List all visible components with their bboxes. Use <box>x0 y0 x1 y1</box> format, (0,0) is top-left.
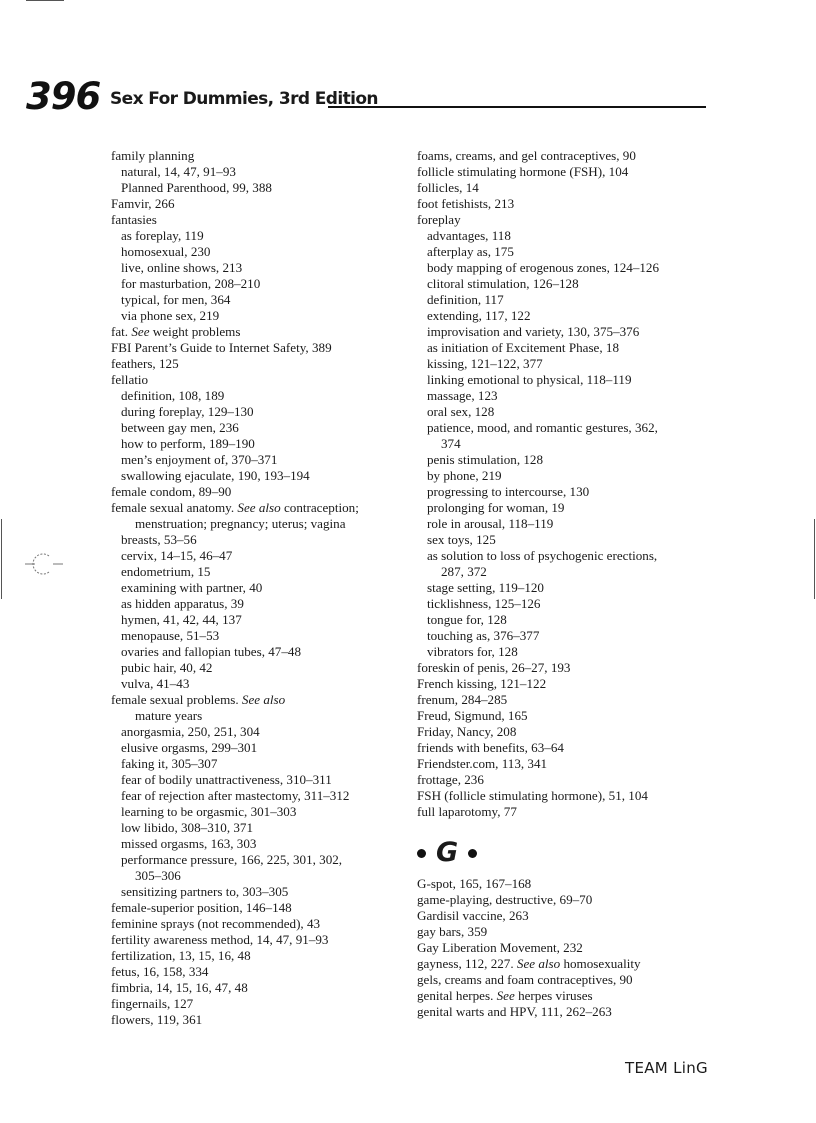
entry-text: foreskin of penis, 26–27, 193 <box>417 660 571 675</box>
index-column-right <box>417 148 715 1020</box>
section-heading <box>417 820 715 876</box>
entry-text: as foreplay, 119 <box>121 228 204 243</box>
index-subentry <box>417 452 715 468</box>
cross-reference-target: herpes viruses <box>514 988 593 1003</box>
index-entry <box>417 724 715 740</box>
entry-text: follicles, 14 <box>417 180 479 195</box>
index-subentry <box>111 884 401 900</box>
entry-text: cervix, 14–15, 46–47 <box>121 548 233 563</box>
entry-text: endometrium, 15 <box>121 564 211 579</box>
cross-reference-target: contraception; <box>280 500 359 515</box>
entry-text: body mapping of erogenous zones, 124–126 <box>427 260 660 275</box>
entry-text: full laparotomy, 77 <box>417 804 517 819</box>
index-subentry <box>417 628 715 644</box>
index-entry <box>111 692 401 708</box>
index-subentry <box>111 788 401 804</box>
entry-text: Gardisil vaccine, 263 <box>417 908 529 923</box>
entry-text: sex toys, 125 <box>427 532 496 547</box>
entry-text: foams, creams, and gel contraceptives, 90 <box>417 148 636 163</box>
index-subentry <box>111 772 401 788</box>
index-entry <box>417 692 715 708</box>
index-subentry <box>111 228 401 244</box>
index-entry <box>111 196 401 212</box>
index-subentry <box>417 484 715 500</box>
index-subentry <box>111 564 401 580</box>
index-subentry <box>111 644 401 660</box>
index-subentry <box>111 244 401 260</box>
index-subentry <box>111 724 401 740</box>
crop-mark-top <box>26 0 64 1</box>
index-entry <box>111 932 401 948</box>
index-subentry <box>417 260 715 276</box>
index-subentry <box>111 532 401 548</box>
index-entry <box>111 948 401 964</box>
index-subentry <box>111 516 401 532</box>
index-subentry <box>111 836 401 852</box>
crop-mark-right <box>814 519 815 599</box>
entry-text: frottage, 236 <box>417 772 484 787</box>
index-subentry <box>111 420 401 436</box>
entry-text: role in arousal, 118–119 <box>427 516 554 531</box>
index-subentry <box>417 292 715 308</box>
entry-text: progressing to intercourse, 130 <box>427 484 590 499</box>
page-number: 396 <box>26 75 101 118</box>
index-subentry <box>111 308 401 324</box>
index-entry <box>417 892 715 908</box>
index-subentry <box>417 276 715 292</box>
entry-text: ticklishness, 125–126 <box>427 596 541 611</box>
entry-text: fat. <box>111 324 132 339</box>
entry-text: swallowing ejaculate, 190, 193–194 <box>121 468 310 483</box>
entry-text: friends with benefits, 63–64 <box>417 740 564 755</box>
index-subentry <box>111 708 401 724</box>
entry-text: prolonging for woman, 19 <box>427 500 565 515</box>
entry-text: French kissing, 121–122 <box>417 676 547 691</box>
entry-text: female sexual anatomy. <box>111 500 238 515</box>
entry-text: homosexual, 230 <box>121 244 211 259</box>
entry-text: mature years <box>135 708 203 723</box>
index-entry <box>111 980 401 996</box>
index-subentry <box>111 676 401 692</box>
index-entry <box>417 940 715 956</box>
entry-text: how to perform, 189–190 <box>121 436 255 451</box>
entry-text: frenum, 284–285 <box>417 692 508 707</box>
index-subentry <box>111 612 401 628</box>
index-entry <box>417 756 715 772</box>
entry-text: missed orgasms, 163, 303 <box>121 836 257 851</box>
entry-text: sensitizing partners to, 303–305 <box>121 884 289 899</box>
entry-text: performance pressure, 166, 225, 301, 302, <box>121 852 343 867</box>
index-subentry <box>417 404 715 420</box>
index-entry <box>417 180 715 196</box>
index-subentry <box>417 340 715 356</box>
entry-text: foot fetishists, 213 <box>417 196 515 211</box>
entry-text: 374 <box>441 436 461 451</box>
entry-text: stage setting, 119–120 <box>427 580 544 595</box>
index-subentry <box>111 292 401 308</box>
entry-text: hymen, 41, 42, 44, 137 <box>121 612 242 627</box>
index-subentry <box>111 548 401 564</box>
entry-text: Gay Liberation Movement, 232 <box>417 940 583 955</box>
index-subentry <box>417 468 715 484</box>
entry-text: touching as, 376–377 <box>427 628 540 643</box>
index-subentry <box>417 500 715 516</box>
cross-reference: See also <box>241 692 286 707</box>
entry-text: fantasies <box>111 212 157 227</box>
entry-text: Freud, Sigmund, 165 <box>417 708 528 723</box>
entry-text: advantages, 118 <box>427 228 511 243</box>
entry-text: female-superior position, 146–148 <box>111 900 292 915</box>
index-subentry <box>111 436 401 452</box>
entry-text: Friday, Nancy, 208 <box>417 724 517 739</box>
entry-text: for masturbation, 208–210 <box>121 276 261 291</box>
entry-text: foreplay <box>417 212 461 227</box>
entry-text: 287, 372 <box>441 564 487 579</box>
entry-text: ovaries and fallopian tubes, 47–48 <box>121 644 301 659</box>
index-subentry <box>111 164 401 180</box>
index-subentry <box>111 452 401 468</box>
bullet-icon <box>417 849 426 858</box>
index-subentry <box>111 868 401 884</box>
index-subentry <box>111 820 401 836</box>
entry-text: follicle stimulating hormone (FSH), 104 <box>417 164 629 179</box>
index-subentry <box>111 660 401 676</box>
index-subentry <box>417 324 715 340</box>
index-entry <box>417 212 715 228</box>
index-entry <box>111 324 401 340</box>
index-subentry <box>417 580 715 596</box>
index-subentry <box>417 516 715 532</box>
entry-text: fimbria, 14, 15, 16, 47, 48 <box>111 980 248 995</box>
entry-text: live, online shows, 213 <box>121 260 243 275</box>
cross-reference-target: homosexuality <box>560 956 641 971</box>
index-subentry <box>417 532 715 548</box>
index-entry <box>417 164 715 180</box>
entry-text: by phone, 219 <box>427 468 502 483</box>
index-subentry <box>111 756 401 772</box>
entry-text: patience, mood, and romantic gestures, 362, <box>427 420 658 435</box>
index-entry <box>417 676 715 692</box>
entry-text: improvisation and variety, 130, 375–376 <box>427 324 640 339</box>
index-entry <box>417 660 715 676</box>
entry-text: FSH (follicle stimulating hormone), 51, 104 <box>417 788 648 803</box>
index-subentry <box>111 580 401 596</box>
index-entry <box>111 340 401 356</box>
index-column-left <box>111 148 401 1028</box>
index-subentry <box>417 612 715 628</box>
index-entry <box>111 484 401 500</box>
entry-text: genital herpes. <box>417 988 497 1003</box>
cross-reference: See <box>131 324 150 339</box>
entry-text: as hidden apparatus, 39 <box>121 596 244 611</box>
index-subentry <box>111 468 401 484</box>
index-entry <box>111 212 401 228</box>
index-entry <box>417 988 715 1004</box>
entry-text: feathers, 125 <box>111 356 179 371</box>
entry-text: as solution to loss of psychogenic erections, <box>427 548 658 563</box>
index-entry <box>111 996 401 1012</box>
entry-text: via phone sex, 219 <box>121 308 220 323</box>
index-entry <box>417 772 715 788</box>
entry-text: family planning <box>111 148 195 163</box>
entry-text: typical, for men, 364 <box>121 292 231 307</box>
index-subentry <box>417 388 715 404</box>
index-entry <box>111 148 401 164</box>
entry-text: elusive orgasms, 299–301 <box>121 740 258 755</box>
entry-text: natural, 14, 47, 91–93 <box>121 164 236 179</box>
index-subentry <box>417 420 715 436</box>
entry-text: tongue for, 128 <box>427 612 507 627</box>
index-subentry <box>111 804 401 820</box>
index-subentry <box>417 244 715 260</box>
entry-text: clitoral stimulation, 126–128 <box>427 276 579 291</box>
index-entry <box>417 196 715 212</box>
entry-text: flowers, 119, 361 <box>111 1012 203 1027</box>
section-letter: G <box>436 837 459 868</box>
entry-text: fear of rejection after mastectomy, 311–312 <box>121 788 350 803</box>
entry-text: fetus, 16, 158, 334 <box>111 964 209 979</box>
entry-text: game-playing, destructive, 69–70 <box>417 892 593 907</box>
entry-text: extending, 117, 122 <box>427 308 531 323</box>
entry-text: fellatio <box>111 372 149 387</box>
entry-text: G-spot, 165, 167–168 <box>417 876 532 891</box>
entry-text: low libido, 308–310, 371 <box>121 820 254 835</box>
index-subentry <box>417 596 715 612</box>
index-subentry <box>417 436 715 452</box>
running-head: Sex For Dummies, 3rd Edition <box>110 89 378 109</box>
entry-text: genital warts and HPV, 111, 262–263 <box>417 1004 612 1019</box>
index-subentry <box>417 644 715 660</box>
index-entry <box>417 788 715 804</box>
entry-text: faking it, 305–307 <box>121 756 218 771</box>
cross-reference: See <box>496 988 515 1003</box>
cross-reference: See also <box>516 956 561 971</box>
entry-text: linking emotional to physical, 118–119 <box>427 372 632 387</box>
index-entry <box>111 356 401 372</box>
index-subentry <box>111 628 401 644</box>
entry-text: anorgasmia, 250, 251, 304 <box>121 724 260 739</box>
index-subentry <box>111 276 401 292</box>
index-entry <box>111 500 401 516</box>
bullet-icon <box>468 849 477 858</box>
index-entry <box>417 876 715 892</box>
index-entry <box>417 148 715 164</box>
entry-text: kissing, 121–122, 377 <box>427 356 543 371</box>
entry-text: afterplay as, 175 <box>427 244 514 259</box>
index-entry <box>111 372 401 388</box>
entry-text: learning to be orgasmic, 301–303 <box>121 804 297 819</box>
index-subentry <box>111 260 401 276</box>
header-rule <box>328 106 706 108</box>
entry-text: Friendster.com, 113, 341 <box>417 756 548 771</box>
index-entry <box>111 1012 401 1028</box>
index-entry <box>417 956 715 972</box>
entry-text: definition, 108, 189 <box>121 388 225 403</box>
index-subentry <box>111 404 401 420</box>
index-subentry <box>417 308 715 324</box>
index-subentry <box>417 548 715 564</box>
entry-text: gay bars, 359 <box>417 924 488 939</box>
entry-text: examining with partner, 40 <box>121 580 263 595</box>
entry-text: during foreplay, 129–130 <box>121 404 254 419</box>
index-subentry <box>417 564 715 580</box>
index-subentry <box>111 852 401 868</box>
entry-text: definition, 117 <box>427 292 504 307</box>
entry-text: female sexual problems. <box>111 692 242 707</box>
index-entry <box>417 804 715 820</box>
entry-text: fertilization, 13, 15, 16, 48 <box>111 948 251 963</box>
entry-text: as initiation of Excitement Phase, 18 <box>427 340 620 355</box>
entry-text: menstruation; pregnancy; uterus; vagina <box>135 516 346 531</box>
entry-text: vulva, 41–43 <box>121 676 190 691</box>
index-entry <box>417 908 715 924</box>
cross-reference: See also <box>237 500 281 515</box>
index-subentry <box>111 596 401 612</box>
index-entry <box>417 924 715 940</box>
entry-text: Planned Parenthood, 99, 388 <box>121 180 272 195</box>
index-entry <box>417 1004 715 1020</box>
entry-text: feminine sprays (not recommended), 43 <box>111 916 321 931</box>
entry-text: female condom, 89–90 <box>111 484 232 499</box>
entry-text: massage, 123 <box>427 388 498 403</box>
entry-text: fertility awareness method, 14, 47, 91–93 <box>111 932 329 947</box>
entry-text: pubic hair, 40, 42 <box>121 660 213 675</box>
registration-mark-icon <box>25 552 63 576</box>
entry-text: fingernails, 127 <box>111 996 194 1011</box>
entry-text: fear of bodily unattractiveness, 310–311 <box>121 772 332 787</box>
entry-text: menopause, 51–53 <box>121 628 220 643</box>
entry-text: 305–306 <box>135 868 181 883</box>
entry-text: FBI Parent’s Guide to Internet Safety, 389 <box>111 340 332 355</box>
entry-text: men’s enjoyment of, 370–371 <box>121 452 278 467</box>
index-subentry <box>417 372 715 388</box>
index-entry <box>417 708 715 724</box>
entry-text: gels, creams and foam contraceptives, 90 <box>417 972 633 987</box>
entry-text: breasts, 53–56 <box>121 532 197 547</box>
cross-reference-target: weight problems <box>149 324 241 339</box>
entry-text: oral sex, 128 <box>427 404 495 419</box>
entry-text: between gay men, 236 <box>121 420 239 435</box>
index-entry <box>111 916 401 932</box>
footer-note: TEAM LinG <box>625 1059 708 1077</box>
index-subentry <box>111 740 401 756</box>
index-subentry <box>111 388 401 404</box>
index-subentry <box>417 228 715 244</box>
entry-text: penis stimulation, 128 <box>427 452 544 467</box>
index-subentry <box>111 180 401 196</box>
crop-mark-left <box>1 519 2 599</box>
entry-text: vibrators for, 128 <box>427 644 518 659</box>
entry-text: gayness, 112, 227. <box>417 956 517 971</box>
index-entry <box>111 964 401 980</box>
index-entry <box>417 740 715 756</box>
index-entry <box>417 972 715 988</box>
index-entry <box>111 900 401 916</box>
entry-text: Famvir, 266 <box>111 196 175 211</box>
index-subentry <box>417 356 715 372</box>
